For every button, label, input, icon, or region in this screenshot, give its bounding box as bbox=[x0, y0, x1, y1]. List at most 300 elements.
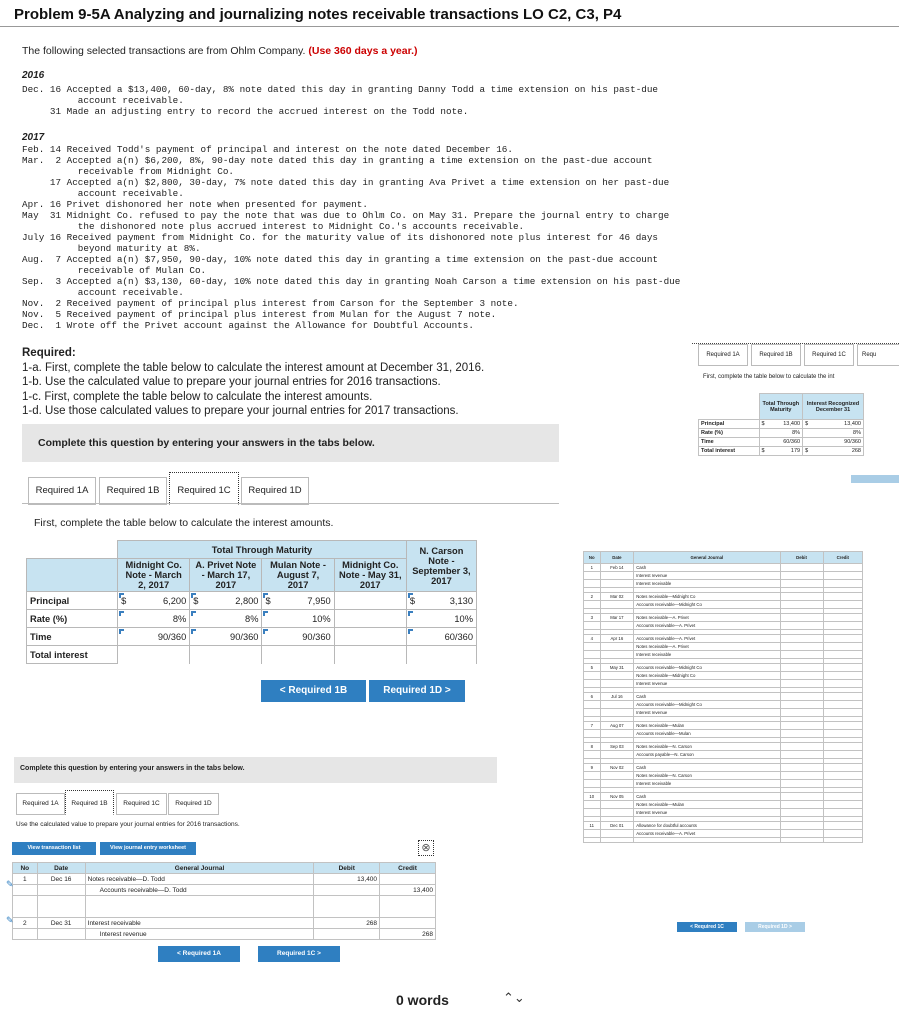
table-row[interactable] bbox=[13, 874, 436, 885]
row-debit[interactable] bbox=[780, 809, 823, 817]
complete-bar-text: Complete this question by entering your answers in the tabs below. bbox=[38, 437, 375, 449]
row-credit bbox=[380, 918, 436, 929]
row-account[interactable]: Interest revenue bbox=[634, 572, 780, 580]
transaction-line: Nov. 5 Received payment of principal plus interest from Mulan for the August 7 note. bbox=[22, 309, 497, 320]
transaction-line: beyond maturity at 8%. bbox=[22, 243, 201, 254]
row-number: 3 bbox=[584, 614, 601, 622]
row-account[interactable]: Accounts receivable—Mulan bbox=[634, 730, 780, 738]
view-transaction-list-button[interactable]: View transaction list bbox=[12, 842, 96, 855]
row-date bbox=[600, 709, 634, 717]
edit-icon[interactable]: ✎ bbox=[6, 879, 14, 889]
chevron-updown-icon[interactable]: ⌃⌄ bbox=[503, 990, 525, 1005]
row-date bbox=[600, 780, 634, 788]
row-credit[interactable] bbox=[823, 693, 862, 701]
transaction-line: July 16 Received payment from Midnight Co. for the maturity value of its dishonored note plus interest for 46 days bbox=[22, 232, 659, 243]
row-credit[interactable] bbox=[823, 801, 862, 809]
dollar-sign: $ bbox=[121, 595, 127, 606]
row-date: Mar 02 bbox=[600, 593, 634, 601]
row-label: Rate (%) bbox=[27, 610, 118, 628]
row-label: Principal bbox=[699, 420, 760, 429]
table-row[interactable] bbox=[584, 751, 863, 759]
principal-input[interactable] bbox=[118, 592, 190, 610]
row-number: 8 bbox=[584, 743, 601, 751]
row-date bbox=[600, 701, 634, 709]
row-debit[interactable] bbox=[780, 780, 823, 788]
required-section bbox=[22, 346, 484, 419]
row-account[interactable]: Notes receivable—N. Carson bbox=[634, 772, 780, 780]
row-label: Principal bbox=[27, 592, 118, 610]
row-account[interactable]: Accounts receivable—A. Privet bbox=[634, 635, 780, 643]
transaction-line: Aug. 7 Accepted a(n) $7,950, 90-day, 10% note dated this day in granting a time extension on the past-due account bbox=[22, 254, 659, 265]
intro-text bbox=[22, 45, 418, 57]
time-input[interactable]: 90/360 bbox=[118, 628, 190, 646]
row-account[interactable]: Cash bbox=[634, 793, 780, 801]
table-row[interactable] bbox=[584, 680, 863, 688]
row-debit[interactable] bbox=[780, 730, 823, 738]
row-account[interactable]: Notes receivable—Midnight Co bbox=[634, 672, 780, 680]
next-required-1d-button-right[interactable]: Required 1D > bbox=[745, 922, 805, 932]
tab-required-1b-small[interactable]: Required 1B bbox=[65, 790, 114, 815]
table-row[interactable] bbox=[584, 651, 863, 659]
row-date: Jul 16 bbox=[600, 693, 634, 701]
row-credit[interactable] bbox=[823, 743, 862, 751]
row-number bbox=[584, 709, 601, 717]
tab-required-1b-right[interactable]: Required 1B bbox=[751, 344, 801, 366]
cell-value: 3,130 bbox=[449, 595, 473, 606]
row-date bbox=[600, 751, 634, 759]
transaction-line: Mar. 2 Accepted a(n) $6,200, 8%, 90-day note dated this day in granting a time extension on the past-due account bbox=[22, 155, 653, 166]
table-row[interactable] bbox=[584, 701, 863, 709]
transactions-2016 bbox=[22, 84, 658, 117]
cell-text: 179 bbox=[790, 448, 801, 454]
row-debit[interactable] bbox=[780, 709, 823, 717]
row-credit[interactable] bbox=[823, 601, 862, 609]
row-number bbox=[584, 751, 601, 759]
tab-required-1d-right[interactable]: Requ bbox=[857, 344, 899, 366]
col-header: Debit bbox=[314, 863, 380, 874]
table-row bbox=[699, 429, 864, 438]
table-row[interactable] bbox=[584, 793, 863, 801]
row-label: Time bbox=[699, 438, 760, 447]
transaction-line: account receivable. bbox=[22, 95, 184, 106]
row-account[interactable]: Notes receivable—N. Carson bbox=[634, 743, 780, 751]
row-label: Total interest bbox=[699, 447, 760, 456]
row-account[interactable]: Notes receivable—A. Privet bbox=[634, 614, 780, 622]
row-debit[interactable] bbox=[780, 680, 823, 688]
transaction-line: May 31 Midnight Co. refused to pay the note that was due to Ohlm Co. on May 31. Prepare the journal entry to charge bbox=[22, 210, 670, 221]
table-row[interactable] bbox=[584, 722, 863, 730]
row-debit[interactable] bbox=[780, 693, 823, 701]
time-input[interactable]: 60/360 bbox=[406, 628, 476, 646]
row-number: 4 bbox=[584, 635, 601, 643]
row-credit[interactable] bbox=[823, 651, 862, 659]
cell-text: 13,400 bbox=[783, 421, 801, 427]
row-debit[interactable] bbox=[780, 580, 823, 588]
row-number bbox=[584, 672, 601, 680]
row-debit[interactable] bbox=[780, 651, 823, 659]
title-divider bbox=[0, 26, 899, 27]
row-account[interactable]: Notes receivable—Mulan bbox=[634, 801, 780, 809]
row-account[interactable]: Notes receivable—Midnight Co bbox=[634, 593, 780, 601]
prev-required-1a-button[interactable]: < Required 1A bbox=[158, 946, 240, 962]
row-credit[interactable] bbox=[823, 635, 862, 643]
row-number bbox=[584, 830, 601, 838]
row-debit bbox=[314, 929, 380, 940]
row-debit[interactable] bbox=[780, 672, 823, 680]
cell-value[interactable] bbox=[759, 420, 803, 429]
table-row[interactable] bbox=[584, 772, 863, 780]
transaction-line: account receivable. bbox=[22, 188, 184, 199]
row-account[interactable]: Accounts receivable—A. Privet bbox=[634, 622, 780, 630]
table-row[interactable] bbox=[13, 885, 436, 896]
row-debit[interactable] bbox=[780, 722, 823, 730]
cell-value[interactable] bbox=[803, 420, 864, 429]
tab-required-1c-right[interactable]: Required 1C bbox=[804, 344, 854, 366]
dollar-sign: $ bbox=[409, 595, 416, 606]
rate-input[interactable]: 10% bbox=[262, 610, 334, 628]
empty-cell bbox=[190, 646, 262, 664]
row-credit[interactable] bbox=[823, 751, 862, 759]
row-credit[interactable] bbox=[823, 614, 862, 622]
row-credit[interactable] bbox=[823, 772, 862, 780]
row-label: Rate (%) bbox=[699, 429, 760, 438]
prev-required-1c-button-right[interactable]: < Required 1C bbox=[677, 922, 737, 932]
table-row[interactable] bbox=[584, 801, 863, 809]
row-debit[interactable] bbox=[780, 764, 823, 772]
table-row[interactable] bbox=[584, 730, 863, 738]
row-debit[interactable] bbox=[780, 751, 823, 759]
row-credit[interactable] bbox=[823, 709, 862, 717]
instruction-1a: First, complete the table below to calculate the int bbox=[703, 374, 835, 380]
dollar-sign: $ bbox=[805, 421, 809, 427]
table-row[interactable] bbox=[584, 580, 863, 588]
table-row[interactable] bbox=[584, 672, 863, 680]
row-credit[interactable] bbox=[823, 809, 862, 817]
row-number bbox=[584, 780, 601, 788]
row-account[interactable]: Accounts receivable—Midnight Co bbox=[634, 664, 780, 672]
transactions-2017 bbox=[22, 144, 680, 331]
interest-table-1c bbox=[26, 540, 477, 664]
tab-required-1d[interactable]: Required 1D bbox=[241, 477, 309, 505]
row-credit[interactable] bbox=[823, 643, 862, 651]
row-date: Mar 17 bbox=[600, 614, 634, 622]
row-number bbox=[584, 730, 601, 738]
tab-required-1a-right[interactable]: Required 1A bbox=[698, 344, 748, 366]
row-number: 10 bbox=[584, 793, 601, 801]
tab-required-1a[interactable]: Required 1A bbox=[28, 477, 96, 505]
rate-input[interactable]: 8% bbox=[190, 610, 262, 628]
cell-value bbox=[759, 447, 803, 456]
row-account[interactable]: Allowance for doubtful accounts bbox=[634, 822, 780, 830]
row-date: Apr 16 bbox=[600, 635, 634, 643]
row-account[interactable]: Accounts receivable—A. Privet bbox=[634, 830, 780, 838]
cell-value: 2,800 bbox=[235, 595, 259, 606]
row-account[interactable]: Cash bbox=[634, 693, 780, 701]
row-date bbox=[600, 643, 634, 651]
row-account: Interest revenue bbox=[85, 929, 314, 940]
table-row bbox=[699, 438, 864, 447]
row-credit[interactable] bbox=[823, 701, 862, 709]
row-account[interactable]: Accounts receivable—Midnight Co bbox=[634, 601, 780, 609]
row-account[interactable]: Interest receivable bbox=[634, 651, 780, 659]
empty-cell bbox=[334, 610, 406, 628]
complete-bar bbox=[22, 424, 559, 462]
table-row[interactable] bbox=[584, 664, 863, 672]
row-date bbox=[600, 680, 634, 688]
spacer-cell bbox=[584, 838, 601, 843]
row-date bbox=[600, 801, 634, 809]
tab-required-1c-small[interactable]: Required 1C bbox=[116, 793, 167, 815]
row-number: 9 bbox=[584, 764, 601, 772]
col-header: N. Carson Note - September 3, 2017 bbox=[406, 541, 476, 592]
cell-text: 268 bbox=[851, 448, 861, 454]
row-credit[interactable] bbox=[823, 780, 862, 788]
row-account[interactable]: Cash bbox=[634, 764, 780, 772]
edit-icon[interactable]: ✎ bbox=[6, 915, 14, 925]
rate-input[interactable]: 10% bbox=[406, 610, 476, 628]
cell-value[interactable]: 60/360 bbox=[759, 438, 803, 447]
col-header: Date bbox=[600, 552, 634, 564]
transaction-line: Dec. 16 Accepted a $13,400, 60-day, 8% note dated this day in granting Danny Todd a time extension on his past-due bbox=[22, 84, 659, 95]
row-number bbox=[584, 651, 601, 659]
row-debit[interactable] bbox=[780, 643, 823, 651]
tab-required-1d-small[interactable]: Required 1D bbox=[168, 793, 219, 815]
table-row bbox=[27, 628, 477, 646]
row-credit[interactable] bbox=[823, 593, 862, 601]
table-row[interactable] bbox=[584, 622, 863, 630]
row-debit[interactable] bbox=[780, 830, 823, 838]
row-debit[interactable] bbox=[780, 772, 823, 780]
time-input[interactable]: 90/360 bbox=[190, 628, 262, 646]
empty-cell bbox=[262, 646, 334, 664]
row-number bbox=[584, 680, 601, 688]
row-account[interactable]: Interest revenue bbox=[634, 809, 780, 817]
row-credit[interactable] bbox=[823, 680, 862, 688]
col-header: Midnight Co. Note - May 31, 2017 bbox=[334, 559, 406, 592]
close-icon[interactable]: ⊗ bbox=[418, 840, 434, 856]
row-debit[interactable] bbox=[780, 701, 823, 709]
row-credit[interactable] bbox=[823, 572, 862, 580]
col-header: General Journal bbox=[634, 552, 780, 564]
required-item: 1-c. First, complete the table below to calculate the interest amounts. bbox=[22, 390, 373, 403]
row-number: 1 bbox=[584, 564, 601, 572]
row-number bbox=[584, 580, 601, 588]
row-number: 7 bbox=[584, 722, 601, 730]
cell-text: 13,400 bbox=[844, 421, 861, 427]
page-title: Problem 9-5A Analyzing and journalizing notes receivable transactions LO C2, C3, P4 bbox=[14, 6, 622, 23]
table-row[interactable] bbox=[13, 918, 436, 929]
prev-required-1b-button[interactable]: < Required 1B bbox=[261, 680, 366, 702]
row-date: Nov 05 bbox=[600, 793, 634, 801]
row-date bbox=[600, 580, 634, 588]
row-credit[interactable] bbox=[823, 622, 862, 630]
spacer-row bbox=[584, 838, 863, 843]
cell-value[interactable]: 90/360 bbox=[803, 438, 864, 447]
table-row[interactable] bbox=[584, 593, 863, 601]
table-row[interactable] bbox=[584, 764, 863, 772]
principal-input[interactable] bbox=[262, 592, 334, 610]
spacer-cell bbox=[380, 896, 436, 918]
row-debit[interactable] bbox=[780, 614, 823, 622]
table-row[interactable] bbox=[584, 830, 863, 838]
cell-value[interactable]: 8% bbox=[759, 429, 803, 438]
row-date bbox=[600, 809, 634, 817]
table-row[interactable] bbox=[13, 929, 436, 940]
spacer-cell bbox=[780, 838, 823, 843]
row-debit[interactable] bbox=[780, 622, 823, 630]
row-label-header bbox=[27, 559, 118, 592]
row-label: Time bbox=[27, 628, 118, 646]
next-required-1c-button[interactable]: Required 1C > bbox=[258, 946, 340, 962]
table-row[interactable] bbox=[584, 809, 863, 817]
row-number bbox=[584, 701, 601, 709]
tab-required-1b[interactable]: Required 1B bbox=[99, 477, 167, 505]
dollar-sign: $ bbox=[805, 448, 809, 454]
time-input[interactable]: 90/360 bbox=[262, 628, 334, 646]
row-date bbox=[600, 672, 634, 680]
table-row[interactable] bbox=[584, 572, 863, 580]
row-account[interactable]: Interest revenue bbox=[634, 709, 780, 717]
row-debit[interactable] bbox=[780, 664, 823, 672]
row-credit[interactable] bbox=[823, 722, 862, 730]
table-row[interactable] bbox=[584, 693, 863, 701]
row-debit[interactable] bbox=[780, 743, 823, 751]
transaction-line: 17 Accepted a(n) $2,800, 30-day, 7% note dated this day in granting Ava Privet a time extension on her past-due bbox=[22, 177, 670, 188]
row-number: 1 bbox=[13, 874, 38, 885]
row-number: 2 bbox=[584, 593, 601, 601]
row-number: 6 bbox=[584, 693, 601, 701]
cell-value[interactable]: 8% bbox=[803, 429, 864, 438]
row-date: Nov 02 bbox=[600, 764, 634, 772]
row-date bbox=[600, 772, 634, 780]
empty-cell bbox=[334, 628, 406, 646]
row-account[interactable]: Notes receivable—A. Privet bbox=[634, 643, 780, 651]
spacer-cell bbox=[37, 896, 85, 918]
row-number bbox=[584, 809, 601, 817]
row-account[interactable]: Interest receivable bbox=[634, 580, 780, 588]
table-row bbox=[27, 592, 477, 610]
row-debit bbox=[314, 885, 380, 896]
row-date: Dec 16 bbox=[37, 874, 85, 885]
view-journal-worksheet-button[interactable]: View journal entry worksheet bbox=[100, 842, 196, 855]
row-date bbox=[37, 929, 85, 940]
row-date: Feb 14 bbox=[600, 564, 634, 572]
rate-input[interactable]: 8% bbox=[118, 610, 190, 628]
row-date bbox=[37, 885, 85, 896]
col-header: No bbox=[13, 863, 38, 874]
row-debit: 13,400 bbox=[314, 874, 380, 885]
col-header: Credit bbox=[823, 552, 862, 564]
row-number bbox=[584, 601, 601, 609]
row-debit[interactable] bbox=[780, 601, 823, 609]
table-row[interactable] bbox=[584, 564, 863, 572]
col-header: A. Privet Note - March 17, 2017 bbox=[190, 559, 262, 592]
transaction-line: Dec. 1 Wrote off the Privet account against the Allowance for Doubtful Accounts. bbox=[22, 320, 474, 331]
table-corner bbox=[699, 394, 760, 420]
intro-note: (Use 360 days a year.) bbox=[308, 45, 418, 57]
row-debit[interactable] bbox=[780, 572, 823, 580]
col-header: Mulan Note - August 7, 2017 bbox=[262, 559, 334, 592]
table-row[interactable] bbox=[584, 635, 863, 643]
row-debit[interactable] bbox=[780, 793, 823, 801]
col-header: Interest Recognized December 31 bbox=[803, 394, 864, 420]
row-account: Interest receivable bbox=[85, 918, 314, 929]
row-debit[interactable] bbox=[780, 635, 823, 643]
row-account[interactable]: Cash bbox=[634, 564, 780, 572]
table-row[interactable] bbox=[584, 822, 863, 830]
transaction-line: Nov. 2 Received payment of principal plus interest from Carson for the September 3 note. bbox=[22, 298, 519, 309]
row-debit[interactable] bbox=[780, 801, 823, 809]
next-button-partial[interactable] bbox=[851, 475, 899, 483]
row-account[interactable]: Notes receivable—Mulan bbox=[634, 722, 780, 730]
row-account[interactable]: Accounts receivable—Midnight Co bbox=[634, 701, 780, 709]
col-header: General Journal bbox=[85, 863, 314, 874]
row-credit[interactable] bbox=[823, 672, 862, 680]
next-required-1d-button[interactable]: Required 1D > bbox=[369, 680, 465, 702]
table-row[interactable] bbox=[584, 601, 863, 609]
complete-bar-small-text: Complete this question by entering your answers in the tabs below. bbox=[20, 765, 245, 772]
transaction-line: Sep. 3 Accepted a(n) $3,130, 60-day, 10% note dated this day in granting Noah Carson a time extension on his past-due bbox=[22, 276, 681, 287]
row-date bbox=[600, 651, 634, 659]
row-credit[interactable] bbox=[823, 664, 862, 672]
table-row[interactable] bbox=[584, 780, 863, 788]
row-number bbox=[584, 622, 601, 630]
row-account[interactable]: Accounts payable—N. Carson bbox=[634, 751, 780, 759]
row-credit[interactable] bbox=[823, 793, 862, 801]
row-debit[interactable] bbox=[780, 593, 823, 601]
row-credit[interactable] bbox=[823, 830, 862, 838]
row-credit[interactable] bbox=[823, 564, 862, 572]
row-date: Dec 01 bbox=[600, 822, 634, 830]
row-credit[interactable] bbox=[823, 730, 862, 738]
word-count: 0 words bbox=[396, 992, 449, 1008]
col-header: No bbox=[584, 552, 601, 564]
row-number bbox=[584, 772, 601, 780]
table-row[interactable] bbox=[584, 614, 863, 622]
transaction-line: account receivable. bbox=[22, 287, 184, 298]
transaction-line: 31 Made an adjusting entry to record the accrued interest on the Todd note. bbox=[22, 106, 469, 117]
row-credit: 268 bbox=[380, 929, 436, 940]
table-row[interactable] bbox=[584, 709, 863, 717]
tab-required-1a-small[interactable]: Required 1A bbox=[16, 793, 65, 815]
row-debit[interactable] bbox=[780, 564, 823, 572]
row-date: Aug 07 bbox=[600, 722, 634, 730]
row-debit[interactable] bbox=[780, 822, 823, 830]
table-row[interactable] bbox=[584, 743, 863, 751]
table-row bbox=[27, 610, 477, 628]
row-credit[interactable] bbox=[823, 764, 862, 772]
row-account[interactable]: Interest revenue bbox=[634, 680, 780, 688]
intro-sentence: The following selected transactions are from Ohlm Company. bbox=[22, 45, 306, 57]
col-header: Date bbox=[37, 863, 85, 874]
transaction-line: Apr. 16 Privet dishonored her note when presented for payment. bbox=[22, 199, 368, 210]
table-row[interactable] bbox=[584, 643, 863, 651]
table-row bbox=[27, 646, 477, 664]
tab-required-1c[interactable]: Required 1C bbox=[169, 472, 239, 505]
col-header: Credit bbox=[380, 863, 436, 874]
empty-cell bbox=[118, 646, 190, 664]
col-header: Midnight Co. Note - March 2, 2017 bbox=[118, 559, 190, 592]
dollar-sign: $ bbox=[265, 595, 271, 606]
row-credit[interactable] bbox=[823, 580, 862, 588]
dollar-sign: $ bbox=[193, 595, 199, 606]
col-header: Debit bbox=[780, 552, 823, 564]
empty-cell bbox=[334, 592, 406, 610]
row-credit[interactable] bbox=[823, 822, 862, 830]
principal-input[interactable] bbox=[190, 592, 262, 610]
principal-input[interactable] bbox=[406, 592, 476, 610]
row-account[interactable]: Interest receivable bbox=[634, 780, 780, 788]
